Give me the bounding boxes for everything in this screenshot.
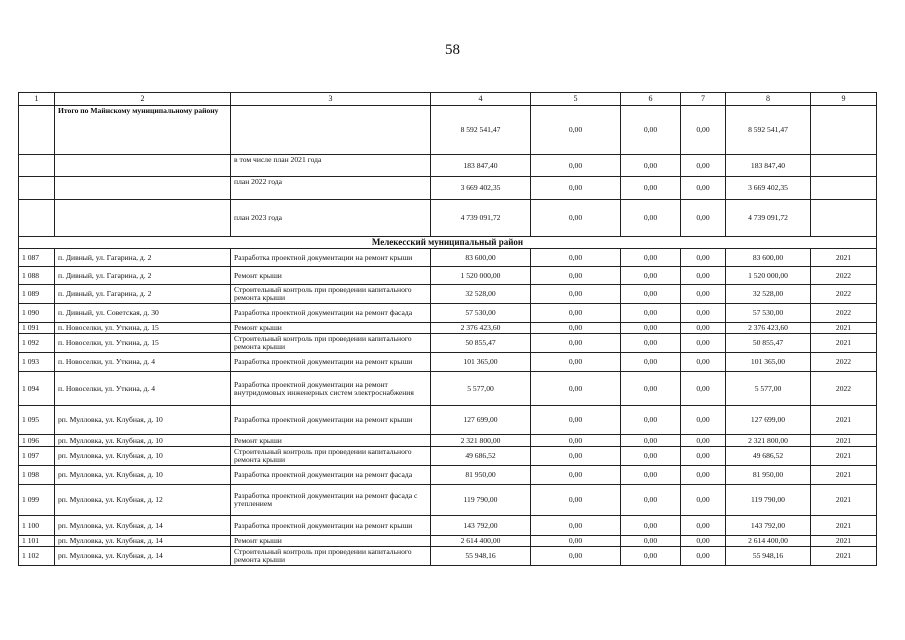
row-c8: 2 321 800,00	[726, 435, 811, 447]
table-row	[19, 353, 877, 372]
row-work-type: Ремонт крыши	[231, 435, 431, 447]
row-work-type: Разработка проектной документации на ремонт фасада	[231, 466, 431, 485]
table-row	[19, 372, 877, 406]
row-c4: 2 614 400,00	[431, 536, 531, 547]
summary-plan-label: план 2023 года	[231, 200, 431, 237]
row-id: 1 087	[19, 249, 55, 267]
row-address: п. Новоселки, ул. Уткина, д. 4	[55, 372, 231, 406]
row-c7: 0,00	[681, 353, 726, 372]
row-c5: 0,00	[531, 406, 621, 435]
row-c5: 0,00	[531, 334, 621, 353]
row-c7: 0,00	[681, 406, 726, 435]
summary-plan-label: в том числе план 2021 года	[231, 155, 431, 177]
col-header: 3	[231, 93, 431, 106]
row-id: 1 094	[19, 372, 55, 406]
row-c7: 0,00	[681, 267, 726, 285]
row-work-type: Ремонт крыши	[231, 536, 431, 547]
row-c4: 2 321 800,00	[431, 435, 531, 447]
row-id: 1 092	[19, 334, 55, 353]
row-address: рп. Мулловка, ул. Клубная, д. 10	[55, 466, 231, 485]
row-year: 2021	[811, 406, 877, 435]
row-address: рп. Мулловка, ул. Клубная, д. 14	[55, 516, 231, 536]
row-c4: 1 520 000,00	[431, 267, 531, 285]
row-c6: 0,00	[621, 267, 681, 285]
row-c4: 5 577,00	[431, 372, 531, 406]
summary-plan-row: план 2022 года 3 669 402,35 0,00 0,00 0,00 3 669 402,35	[19, 177, 877, 200]
row-work-type: Строительный контроль при проведении капитального ремонта крыши	[231, 447, 431, 466]
row-id: 1 091	[19, 323, 55, 334]
row-id: 1 099	[19, 485, 55, 516]
row-c8: 143 792,00	[726, 516, 811, 536]
row-c6: 0,00	[621, 249, 681, 267]
row-year: 2022	[811, 353, 877, 372]
row-c6: 0,00	[621, 304, 681, 323]
row-c8: 1 520 000,00	[726, 267, 811, 285]
row-c5: 0,00	[531, 353, 621, 372]
row-c8: 119 790,00	[726, 485, 811, 516]
row-c5: 0,00	[531, 323, 621, 334]
col-header: 6	[621, 93, 681, 106]
row-address: рп. Мулловка, ул. Клубная, д. 14	[55, 547, 231, 566]
col-header: 2	[55, 93, 231, 106]
table-row	[19, 447, 877, 466]
table-row	[19, 536, 877, 547]
table-row	[19, 485, 877, 516]
row-c6: 0,00	[621, 323, 681, 334]
row-year: 2022	[811, 372, 877, 406]
row-c7: 0,00	[681, 516, 726, 536]
row-c7: 0,00	[681, 285, 726, 304]
row-address: рп. Мулловка, ул. Клубная, д. 10	[55, 435, 231, 447]
row-year: 2021	[811, 249, 877, 267]
row-c4: 101 365,00	[431, 353, 531, 372]
row-c7: 0,00	[681, 485, 726, 516]
summary-plan-row: в том числе план 2021 года 183 847,40 0,00 0,00 0,00 183 847,40	[19, 155, 877, 177]
row-c5: 0,00	[531, 485, 621, 516]
row-year: 2021	[811, 485, 877, 516]
table-row	[19, 304, 877, 323]
col-header: 7	[681, 93, 726, 106]
row-id: 1 098	[19, 466, 55, 485]
row-c6: 0,00	[621, 447, 681, 466]
row-year: 2021	[811, 334, 877, 353]
row-c5: 0,00	[531, 285, 621, 304]
row-work-type: Разработка проектной документации на ремонт крыши	[231, 249, 431, 267]
page-number: 58	[445, 42, 460, 58]
row-c8: 2 376 423,60	[726, 323, 811, 334]
table-row	[19, 285, 877, 304]
row-c8: 127 699,00	[726, 406, 811, 435]
row-address: п. Дивный, ул. Гагарина, д. 2	[55, 285, 231, 304]
row-c7: 0,00	[681, 447, 726, 466]
col-header: 5	[531, 93, 621, 106]
row-c4: 2 376 423,60	[431, 323, 531, 334]
row-c8: 101 365,00	[726, 353, 811, 372]
row-c4: 127 699,00	[431, 406, 531, 435]
table-row	[19, 334, 877, 353]
row-c8: 49 686,52	[726, 447, 811, 466]
row-c4: 55 948,16	[431, 547, 531, 566]
row-c8: 83 600,00	[726, 249, 811, 267]
row-id: 1 090	[19, 304, 55, 323]
row-year: 2021	[811, 323, 877, 334]
region-title: Мелекесский муниципальный район	[19, 237, 877, 249]
row-address: рп. Мулловка, ул. Клубная, д. 14	[55, 536, 231, 547]
row-address: п. Дивный, ул. Гагарина, д. 2	[55, 267, 231, 285]
row-c6: 0,00	[621, 334, 681, 353]
table-row	[19, 516, 877, 536]
row-c5: 0,00	[531, 547, 621, 566]
row-address: п. Дивный, ул. Советская, д. 30	[55, 304, 231, 323]
row-c7: 0,00	[681, 536, 726, 547]
row-c7: 0,00	[681, 466, 726, 485]
row-c4: 83 600,00	[431, 249, 531, 267]
row-id: 1 096	[19, 435, 55, 447]
region-header-row	[19, 237, 877, 249]
row-c6: 0,00	[621, 435, 681, 447]
row-c4: 81 950,00	[431, 466, 531, 485]
row-c5: 0,00	[531, 435, 621, 447]
row-c4: 143 792,00	[431, 516, 531, 536]
row-c6: 0,00	[621, 353, 681, 372]
row-work-type: Разработка проектной документации на ремонт фасада с утеплением	[231, 485, 431, 516]
table-row	[19, 547, 877, 566]
col-header: 9	[811, 93, 877, 106]
row-c5: 0,00	[531, 447, 621, 466]
col-header: 8	[726, 93, 811, 106]
summary-total-row: Итого по Майнскому муниципальному району 8 592 541,47 0,00 0,00 0,00 8 592 541,47	[19, 106, 877, 155]
summary-plan-row: план 2023 года 4 739 091,72 0,00 0,00 0,00 4 739 091,72	[19, 200, 877, 237]
column-number-header-row	[19, 93, 877, 106]
table-row	[19, 466, 877, 485]
row-year: 2021	[811, 435, 877, 447]
col-header: 4	[431, 93, 531, 106]
row-id: 1 101	[19, 536, 55, 547]
row-c5: 0,00	[531, 267, 621, 285]
table-row	[19, 435, 877, 447]
row-c4: 50 855,47	[431, 334, 531, 353]
row-id: 1 089	[19, 285, 55, 304]
row-c7: 0,00	[681, 435, 726, 447]
row-c5: 0,00	[531, 466, 621, 485]
table-row	[19, 267, 877, 285]
row-c6: 0,00	[621, 466, 681, 485]
row-address: рп. Мулловка, ул. Клубная, д. 10	[55, 447, 231, 466]
row-work-type: Строительный контроль при проведении капитального ремонта крыши	[231, 334, 431, 353]
row-c6: 0,00	[621, 485, 681, 516]
row-c8: 5 577,00	[726, 372, 811, 406]
row-year: 2021	[811, 516, 877, 536]
row-c8: 57 530,00	[726, 304, 811, 323]
row-c5: 0,00	[531, 536, 621, 547]
row-year: 2021	[811, 547, 877, 566]
repair-program-table	[18, 92, 877, 566]
row-year: 2022	[811, 267, 877, 285]
row-c5: 0,00	[531, 304, 621, 323]
row-c8: 32 528,00	[726, 285, 811, 304]
row-work-type: Разработка проектной документации на ремонт крыши	[231, 406, 431, 435]
row-c8: 50 855,47	[726, 334, 811, 353]
summary-title: Итого по Майнскому муниципальному району	[55, 106, 231, 155]
row-c5: 0,00	[531, 249, 621, 267]
row-c8: 55 948,16	[726, 547, 811, 566]
row-id: 1 088	[19, 267, 55, 285]
table-row	[19, 406, 877, 435]
row-c7: 0,00	[681, 547, 726, 566]
row-c6: 0,00	[621, 547, 681, 566]
row-c7: 0,00	[681, 304, 726, 323]
row-c4: 49 686,52	[431, 447, 531, 466]
row-c4: 32 528,00	[431, 285, 531, 304]
row-id: 1 093	[19, 353, 55, 372]
row-work-type: Строительный контроль при проведении капитального ремонта крыши	[231, 285, 431, 304]
table-row	[19, 323, 877, 334]
row-id: 1 100	[19, 516, 55, 536]
row-work-type: Строительный контроль при проведении капитального ремонта крыши	[231, 547, 431, 566]
row-c6: 0,00	[621, 516, 681, 536]
row-address: п. Дивный, ул. Гагарина, д. 2	[55, 249, 231, 267]
row-c4: 119 790,00	[431, 485, 531, 516]
row-c7: 0,00	[681, 334, 726, 353]
row-year: 2021	[811, 536, 877, 547]
col-header: 1	[19, 93, 55, 106]
row-address: рп. Мулловка, ул. Клубная, д. 10	[55, 406, 231, 435]
row-work-type: Ремонт крыши	[231, 323, 431, 334]
row-year: 2021	[811, 466, 877, 485]
row-c8: 2 614 400,00	[726, 536, 811, 547]
row-year: 2022	[811, 304, 877, 323]
row-id: 1 097	[19, 447, 55, 466]
row-work-type: Разработка проектной документации на ремонт фасада	[231, 304, 431, 323]
row-c7: 0,00	[681, 372, 726, 406]
row-c6: 0,00	[621, 372, 681, 406]
row-c6: 0,00	[621, 406, 681, 435]
row-address: п. Новоселки, ул. Уткина, д. 15	[55, 323, 231, 334]
row-address: рп. Мулловка, ул. Клубная, д. 12	[55, 485, 231, 516]
row-c7: 0,00	[681, 249, 726, 267]
row-work-type: Разработка проектной документации на ремонт крыши	[231, 516, 431, 536]
row-year: 2021	[811, 447, 877, 466]
table-row	[19, 249, 877, 267]
row-address: п. Новоселки, ул. Уткина, д. 15	[55, 334, 231, 353]
row-address: п. Новоселки, ул. Уткина, д. 4	[55, 353, 231, 372]
row-work-type: Разработка проектной документации на ремонт внутридомовых инженерных систем электроснабжения	[231, 372, 431, 406]
summary-plan-label: план 2022 года	[231, 177, 431, 200]
row-c6: 0,00	[621, 285, 681, 304]
row-id: 1 095	[19, 406, 55, 435]
row-id: 1 102	[19, 547, 55, 566]
row-c7: 0,00	[681, 323, 726, 334]
row-work-type: Разработка проектной документации на ремонт крыши	[231, 353, 431, 372]
row-c5: 0,00	[531, 516, 621, 536]
row-c4: 57 530,00	[431, 304, 531, 323]
row-c5: 0,00	[531, 372, 621, 406]
row-year: 2022	[811, 285, 877, 304]
row-work-type: Ремонт крыши	[231, 267, 431, 285]
row-c8: 81 950,00	[726, 466, 811, 485]
row-c6: 0,00	[621, 536, 681, 547]
